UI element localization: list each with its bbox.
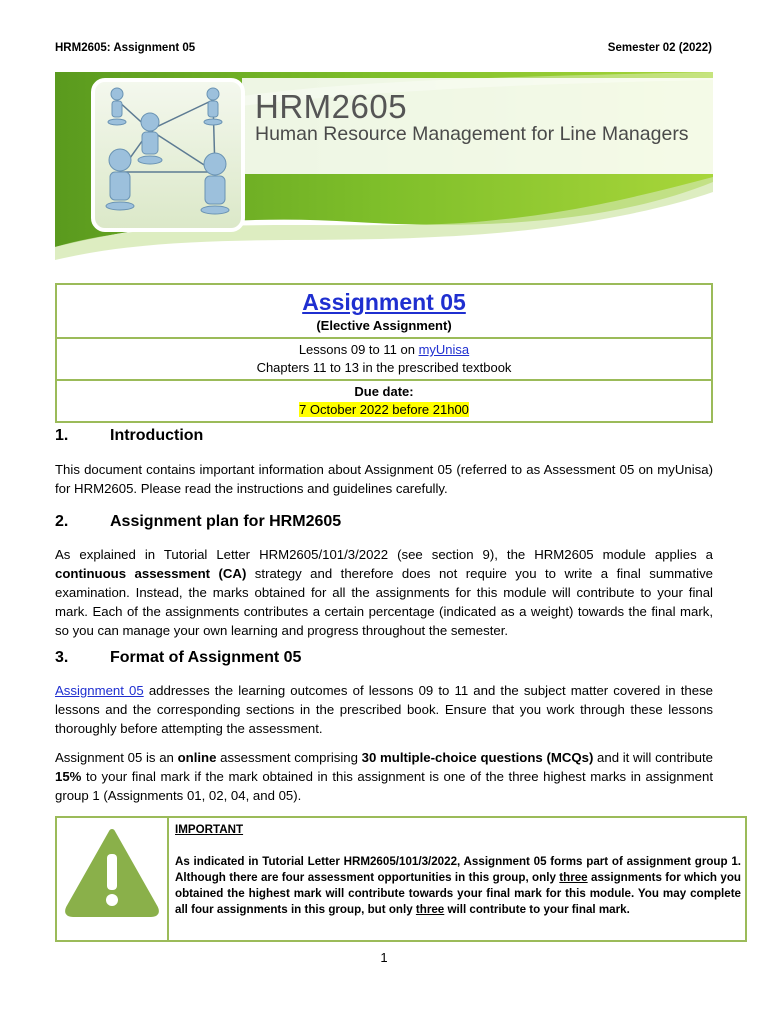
section-2-paragraph: As explained in Tutorial Letter HRM2605/101/3/2022 (see section 9), the HRM2605 module applies a continuous assessment (CA) strategy and therefore does not require you to write a final summative examination. Instead, the marks obtained for all the assignments for this module will contribute to your final mark. Each of the assignments contributes a certain percentage (indicated as a weight) towards the final mark, so you can manage your own learning and progress throughout the semester. xyxy=(55,547,713,638)
chapters-line: Chapters 11 to 13 in the prescribed textbook xyxy=(256,360,512,375)
info-lessons-cell xyxy=(56,338,712,380)
section-title: Format of Assignment 05 xyxy=(110,649,302,666)
section-1-heading xyxy=(55,427,203,445)
myunisa-link[interactable]: myUnisa xyxy=(418,342,470,357)
page-number: 1 xyxy=(380,950,388,965)
lessons-text: Lessons 09 to 11 on xyxy=(298,342,419,357)
section-title: Assignment plan for HRM2605 xyxy=(110,513,342,530)
section-3-paragraph-2: Assignment 05 is an online assessment comprising 30 multiple-choice questions (MCQs) and it will contribute 15% to your final mark if the mark obtained in this assignment is one of the three highest marks in assignment group 1 (Assignments 01, 02, 04, and 05). xyxy=(55,750,713,803)
assignment-info-box xyxy=(55,283,713,423)
assignment-05-link[interactable]: Assignment 05 xyxy=(55,683,144,698)
info-due-cell xyxy=(56,380,712,422)
banner-course-code: HRM2605 xyxy=(255,88,408,125)
assignment-subtitle: (Elective Assignment) xyxy=(316,318,452,333)
section-2-heading xyxy=(55,513,341,531)
section-3-paragraph-1: Assignment 05 addresses the learning outcomes of lessons 09 to 11 and the subject matter covered in these lessons and the corresponding sections in the prescribed book. Ensure that you work through these lessons thoroughly before attempting the assessment. xyxy=(55,683,713,736)
important-text xyxy=(175,822,741,918)
banner-course-title: Human Resource Management for Line Managers xyxy=(255,123,689,145)
due-date-value: 7 October 2022 before 21h00 xyxy=(299,402,469,417)
section-1-paragraph: This document contains important information about Assignment 05 (referred to as Assessment 05 on myUnisa) for HRM2605. Please read the instructions and guidelines carefully. xyxy=(55,462,713,496)
section-number: 2. xyxy=(55,513,69,530)
warning-icon xyxy=(57,818,167,940)
section-number: 1. xyxy=(55,427,69,444)
header-course: HRM2605: Assignment 05 xyxy=(55,42,196,54)
important-paragraph: As indicated in Tutorial Letter HRM2605/101/3/2022, Assignment 05 forms part of assignment group 1. Although there are four assessment opportunities in this group, only three assignments for which you obtained the highest mark will contribute towards your final mark for this module. You may complete all four assignments in this group, but only three will contribute to your final mark. xyxy=(175,855,741,916)
header-semester: Semester 02 (2022) xyxy=(607,42,712,54)
lessons-line xyxy=(61,341,707,359)
course-banner xyxy=(55,72,713,260)
section-3-heading xyxy=(55,649,301,667)
assignment-title-link[interactable]: Assignment 05 xyxy=(302,289,466,315)
important-notice-box xyxy=(55,816,747,942)
section-number: 3. xyxy=(55,649,69,666)
warning-icon-cell xyxy=(57,818,169,940)
info-title-cell xyxy=(56,284,712,338)
due-date-label: Due date: xyxy=(354,384,414,399)
section-title: Introduction xyxy=(110,427,204,444)
important-label: IMPORTANT xyxy=(175,823,244,836)
